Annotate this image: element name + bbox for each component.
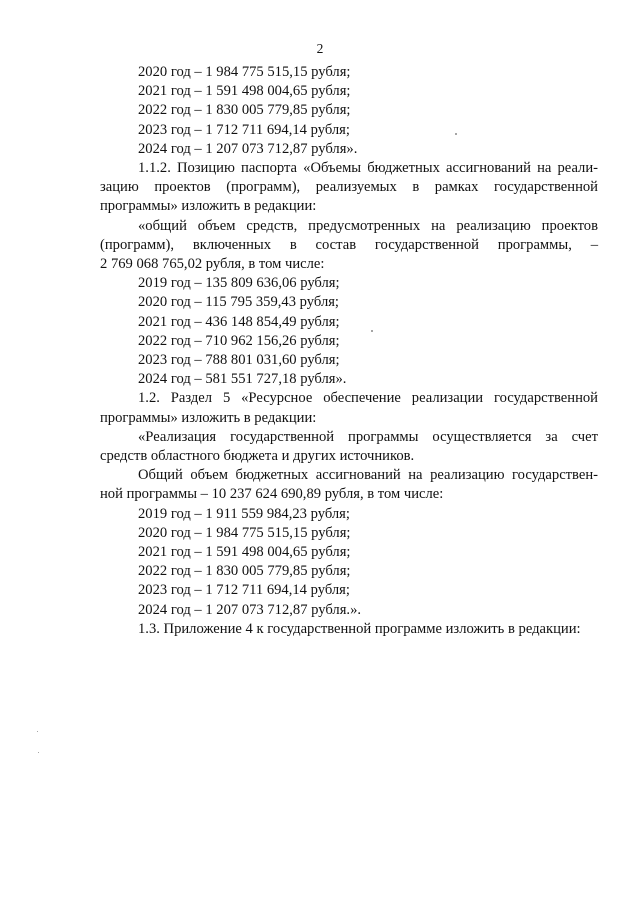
year-line: 2021 год – 1 591 498 004,65 рубля; xyxy=(138,83,351,100)
year-line: 2023 год – 788 801 031,60 рубля; xyxy=(138,352,340,369)
year-line: 2020 год – 1 984 775 515,15 рубля; xyxy=(138,524,351,541)
paragraph-1-2 xyxy=(100,389,598,427)
year-list-bottom xyxy=(100,505,598,620)
paragraph-line: ной программы – 10 237 624 690,89 рубля, в том числе: xyxy=(100,486,444,503)
paragraph-line: «Реализация государственной программы осуществляется за счет xyxy=(138,428,598,445)
paragraph-line: 1.1.2. Позицию паспорта «Объемы бюджетных ассигнований на реали- xyxy=(138,160,598,177)
scan-speck xyxy=(455,133,457,135)
paragraph-line: средств областного бюджета и других источников. xyxy=(100,448,415,465)
year-line: 2022 год – 1 830 005 779,85 рубля; xyxy=(138,563,351,580)
paragraph-line: программы» изложить в редакции: xyxy=(100,409,317,426)
year-line: 2021 год – 1 591 498 004,65 рубля; xyxy=(138,544,351,561)
page-number: 2 xyxy=(316,41,324,56)
paragraph-line: программы» изложить в редакции: xyxy=(100,198,317,215)
paragraph-line: 2 769 068 765,02 рубля, в том числе: xyxy=(100,256,325,273)
paragraph-line: зацию проектов (программ), реализуемых в рамках государственной xyxy=(100,179,598,196)
year-line: 2023 год – 1 712 711 694,14 рубля; xyxy=(138,121,350,138)
paragraph-line: 1.2. Раздел 5 «Ресурсное обеспечение реализации государственной xyxy=(138,390,598,407)
scan-speck xyxy=(371,330,373,332)
year-line: 2023 год – 1 712 711 694,14 рубля; xyxy=(138,582,350,599)
year-line: 2021 год – 436 148 854,49 рубля; xyxy=(138,313,340,330)
year-line: 2020 год – 115 795 359,43 рубля; xyxy=(138,294,339,311)
paragraph-line: Общий объем бюджетных ассигнований на реализацию государствен- xyxy=(138,467,598,484)
year-line: 2022 год – 1 830 005 779,85 рубля; xyxy=(138,102,351,119)
scan-speck xyxy=(37,731,38,732)
year-line: 2019 год – 1 911 559 984,23 рубля; xyxy=(138,505,350,522)
year-list-middle xyxy=(100,274,598,389)
year-line: 2024 год – 1 207 073 712,87 рубля». xyxy=(138,140,358,157)
document-body xyxy=(100,63,598,639)
paragraph-total-volume xyxy=(100,466,598,504)
year-line: 2024 год – 1 207 073 712,87 рубля.». xyxy=(138,601,362,618)
year-line: 2024 год – 581 551 727,18 рубля». xyxy=(138,371,347,388)
year-line: 2020 год – 1 984 775 515,15 рубля; xyxy=(138,64,351,80)
quote-total-volume xyxy=(100,217,598,275)
year-list-top xyxy=(100,63,598,159)
paragraph-line: (программ), включенных в состав государственной программы, – xyxy=(100,236,598,253)
quote-implementation xyxy=(100,428,598,466)
year-line: 2019 год – 135 809 636,06 рубля; xyxy=(138,275,340,292)
paragraph-1-1-2 xyxy=(100,159,598,217)
year-line: 2022 год – 710 962 156,26 рубля; xyxy=(138,332,340,349)
scan-speck xyxy=(38,752,39,753)
paragraph-line: «общий объем средств, предусмотренных на реализацию проектов xyxy=(138,217,598,234)
paragraph-1-3: 1.3. Приложение 4 к государственной программе изложить в редакции: xyxy=(138,620,581,637)
